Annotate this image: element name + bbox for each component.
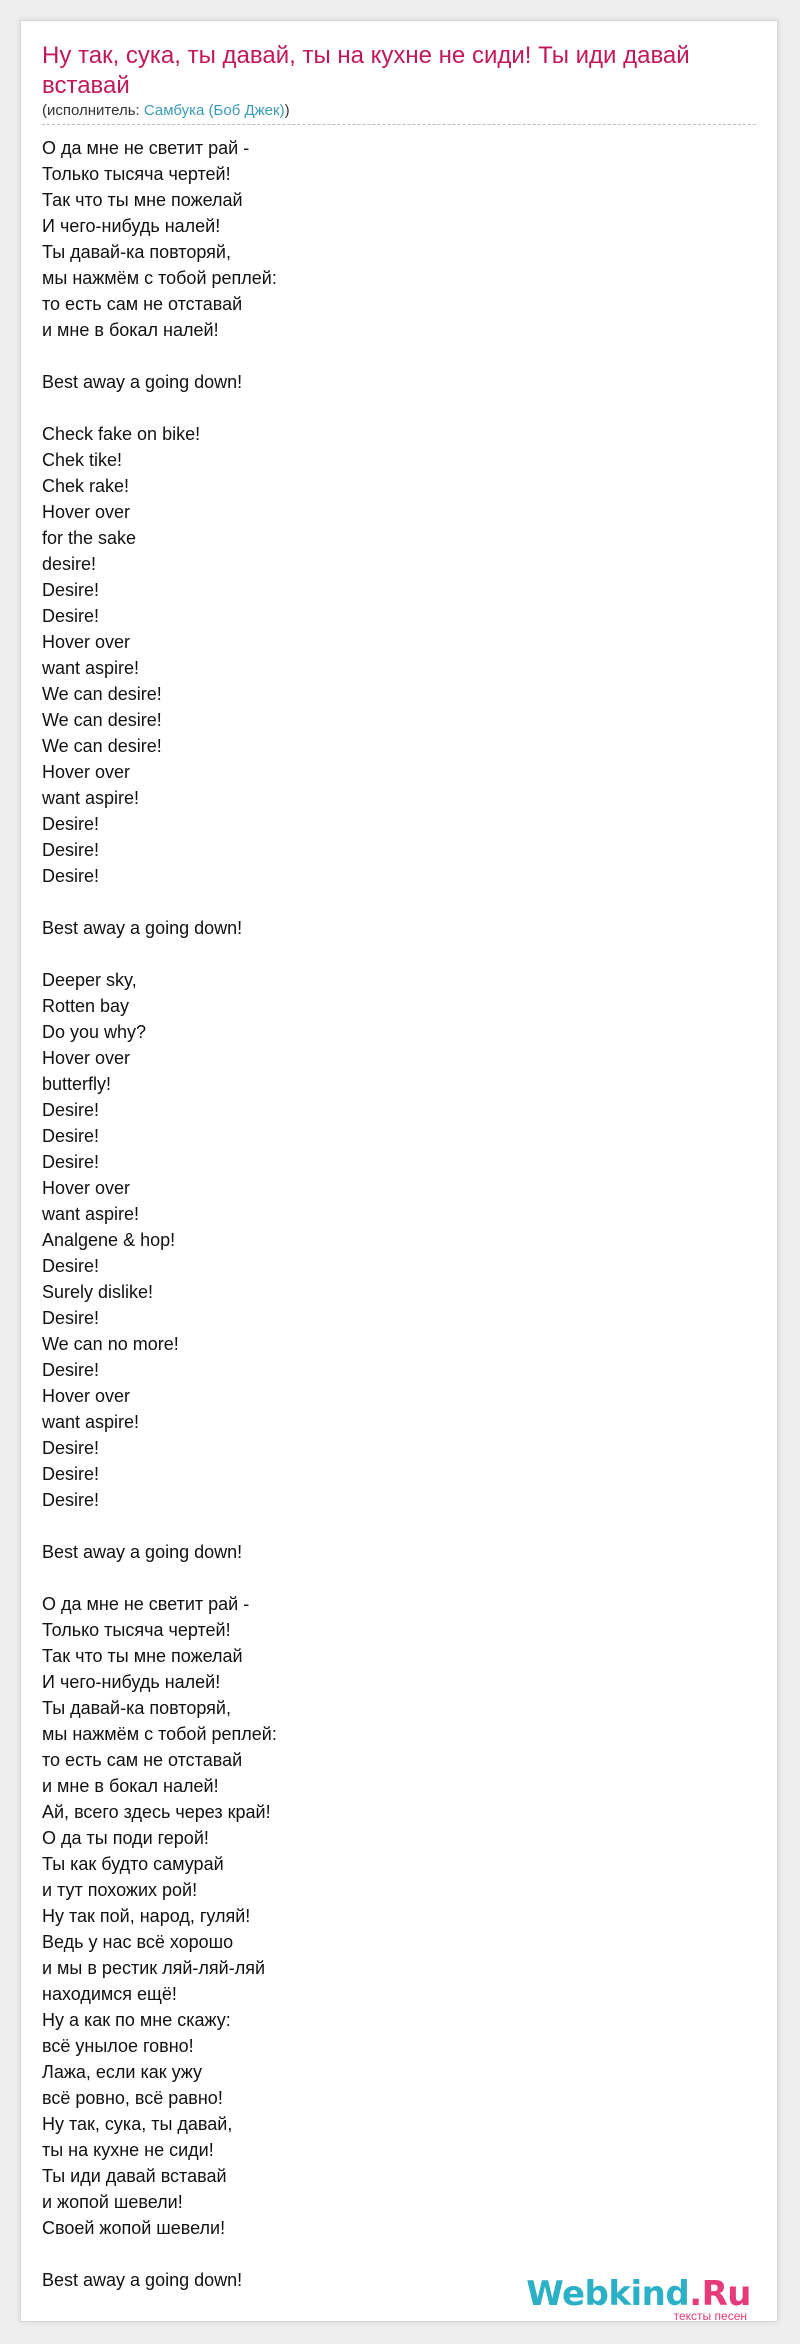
song-title: Ну так, сука, ты давай, ты на кухне не сиди! Ты иди давай вставай (42, 42, 690, 99)
artist-link[interactable]: Самбука (Боб Джек) (143, 102, 285, 119)
site-logo[interactable] (526, 2275, 751, 2323)
title-divider (42, 124, 756, 125)
artist-line (42, 101, 290, 121)
artist-suffix: ) (284, 102, 290, 119)
artist-prefix: (исполнитель: (42, 102, 144, 119)
logo-tagline: тексты песен (673, 2309, 747, 2323)
logo-suffix-text: .Ru (689, 2274, 751, 2314)
lyrics-text: О да мне не светит рай - Только тысяча чертей! Так что ты мне пожелай И чего-нибудь налей! Ты давай-ка повторяй, мы нажмём с тобой реплей: то есть сам не отставай и мне в бокал налей! Best away a going down! Check fake on bike! Chek tike! Chek rake! Hover over for the sake desire! Desire! Desire! Hover over want aspire! We can desire! We can desire! We can desire! Hover over want aspire! Desire! Desire! Desire! Best away a going down! Deeper sky, Rotten bay Do you why? Hover over butterfly! Desire! Desire! Desire! Hover over want aspire! Analgene & hop! Desire! Surely dislike! Desire! We can no more! Desire! Hover over want aspire! Desire! Desire! Desire! Best away a going down! О да мне не светит рай - Только тысяча чертей! Так что ты мне пожелай И чего-нибудь налей! Ты давай-ка повторяй, мы нажмём с тобой реплей: то есть сам не отставай и мне в бокал налей! Ай, всего здесь через край! О да ты поди герой! Ты как будто самурай и тут похожих рой! Ну так пой, народ, гуляй! Ведь у нас всё хорошо и мы в рестик ляй-ляй-ляй находимся ещё! Ну а как по мне скажу: всё унылое говно! Лажа, если как ужу всё ровно, всё равно! Ну так, сука, ты давай, ты на кухне не сиди! Ты иди давай вставай и жопой шевели! Своей жопой шевели! Best away a going down! (42, 138, 277, 2290)
lyrics-card (20, 20, 778, 2322)
logo-main-text: Webkind (526, 2274, 690, 2314)
logo-wordmark (526, 2275, 751, 2313)
